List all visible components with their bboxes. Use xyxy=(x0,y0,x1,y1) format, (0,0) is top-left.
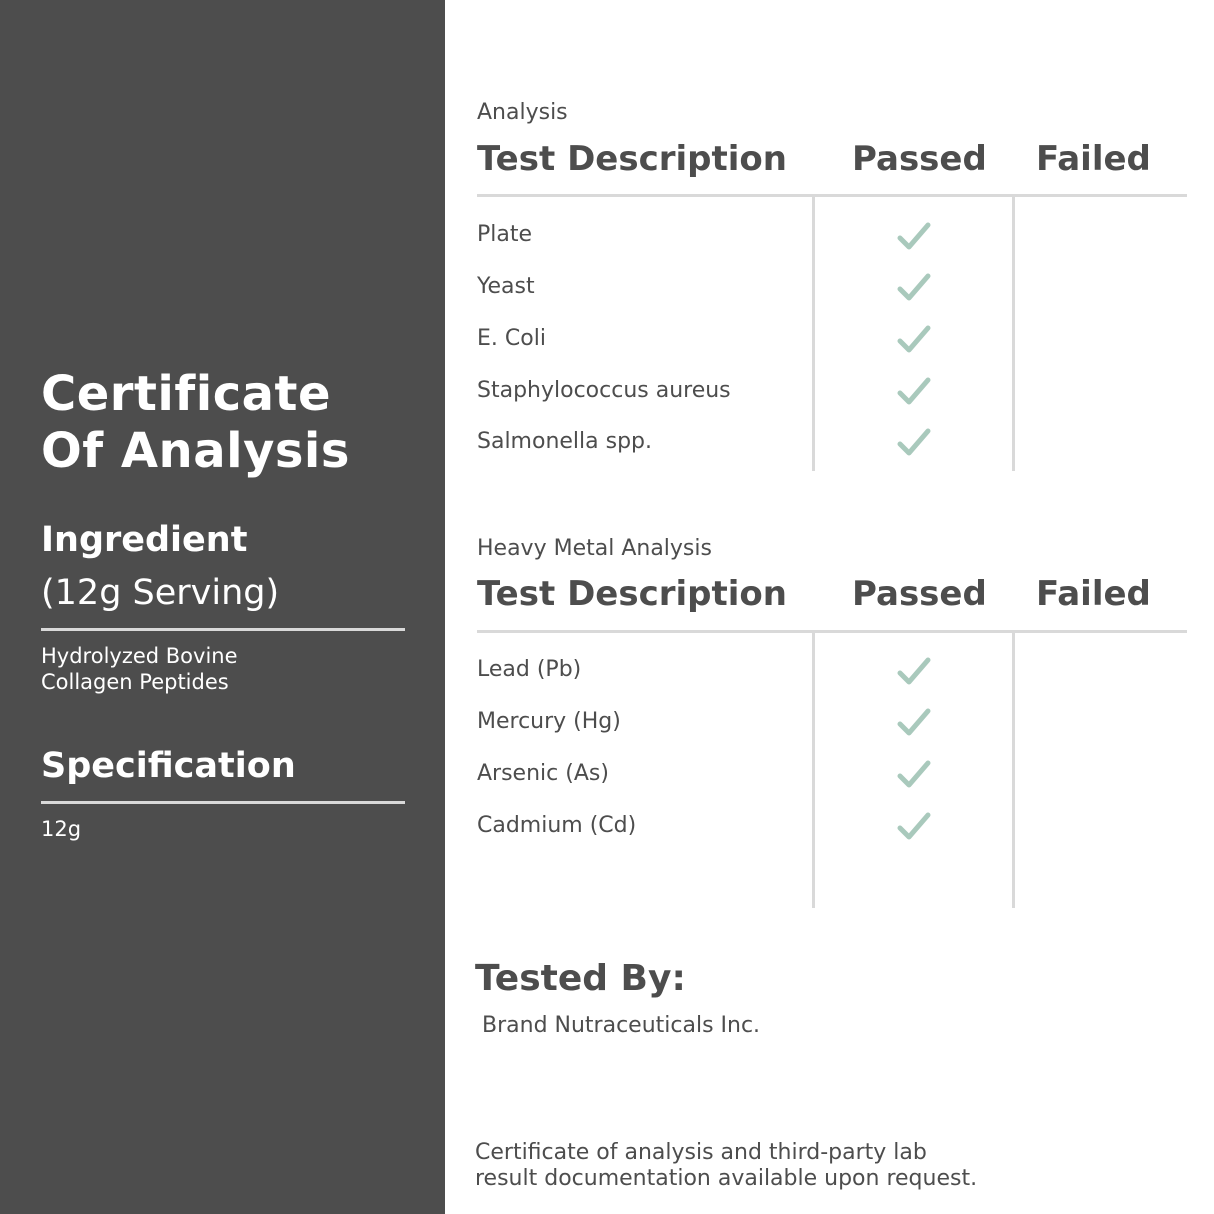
table-row-label: Plate xyxy=(477,222,533,247)
column-divider xyxy=(812,633,815,908)
checkmark-icon xyxy=(897,428,931,458)
footnote xyxy=(475,1140,1075,1192)
table-row-label: Staphylococcus aureus xyxy=(477,378,731,403)
checkmark-icon xyxy=(897,377,931,407)
tester-name: Brand Nutraceuticals Inc. xyxy=(482,1013,761,1038)
footnote-line-1: Certificate of analysis and third-party lab xyxy=(475,1140,927,1165)
checkmark-icon xyxy=(897,325,931,355)
page-title xyxy=(41,366,350,480)
column-divider xyxy=(812,197,815,471)
left-panel xyxy=(0,0,445,1214)
table-header-rule xyxy=(477,194,1187,197)
table-row-label: Salmonella spp. xyxy=(477,429,653,454)
title-line-1: Certificate xyxy=(41,366,332,422)
column-header-test-description: Test Description xyxy=(477,139,787,179)
column-header-failed: Failed xyxy=(1036,574,1151,614)
table-row-label: E. Coli xyxy=(477,326,546,351)
column-header-passed: Passed xyxy=(852,574,987,614)
ingredient-heading: Ingredient xyxy=(41,520,248,560)
footnote-line-2: result documentation available upon request. xyxy=(475,1166,978,1191)
divider xyxy=(41,628,405,631)
table-header-rule xyxy=(477,630,1187,633)
ingredient-line-2: Collagen Peptides xyxy=(41,670,229,694)
analysis-section-label: Analysis xyxy=(477,100,568,125)
checkmark-icon xyxy=(897,657,931,687)
title-line-2: Of Analysis xyxy=(41,423,350,479)
checkmark-icon xyxy=(897,273,931,303)
table-row-label: Cadmium (Cd) xyxy=(477,813,637,838)
serving-size: (12g Serving) xyxy=(41,573,280,613)
column-divider xyxy=(1012,633,1015,908)
checkmark-icon xyxy=(897,708,931,738)
table-row-label: Yeast xyxy=(477,274,535,299)
column-divider xyxy=(1012,197,1015,471)
divider xyxy=(41,801,405,804)
ingredient-line-1: Hydrolyzed Bovine xyxy=(41,644,238,668)
heavy-metal-section-label: Heavy Metal Analysis xyxy=(477,536,712,561)
table-row-label: Mercury (Hg) xyxy=(477,709,621,734)
specification-heading: Specification xyxy=(41,746,296,786)
checkmark-icon xyxy=(897,812,931,842)
checkmark-icon xyxy=(897,222,931,252)
column-header-failed: Failed xyxy=(1036,139,1151,179)
column-header-passed: Passed xyxy=(852,139,987,179)
tested-by-heading: Tested By: xyxy=(475,958,686,999)
ingredient-name xyxy=(41,643,401,695)
table-row-label: Lead (Pb) xyxy=(477,657,582,682)
specification-value: 12g xyxy=(41,817,82,841)
checkmark-icon xyxy=(897,760,931,790)
table-row-label: Arsenic (As) xyxy=(477,761,609,786)
column-header-test-description: Test Description xyxy=(477,574,787,614)
